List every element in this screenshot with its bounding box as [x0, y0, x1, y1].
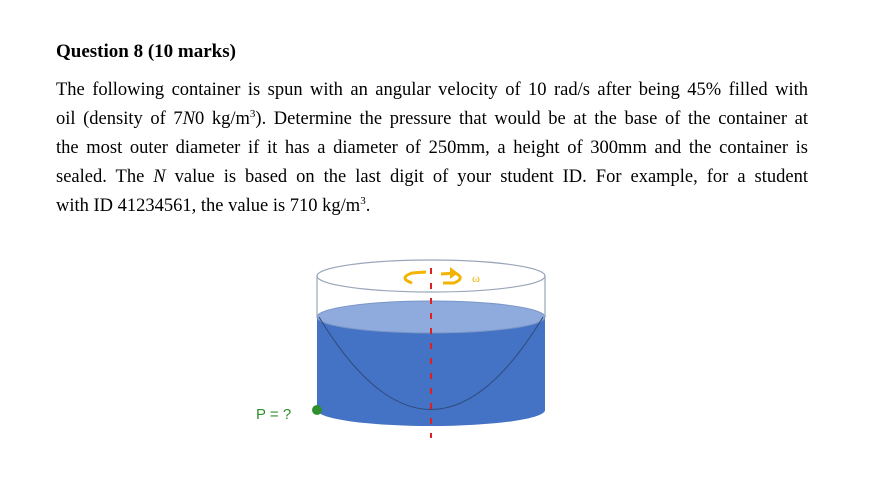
pressure-label: P = ?	[256, 406, 292, 423]
question-line-5: with ID 41234561, the value is 710 $kg/m^3$.	[56, 195, 371, 216]
question-line-3: the most outer diameter if it has a diameter of 250mm, a height of 300mm and the container is	[56, 138, 808, 158]
pressure-point-marker	[312, 405, 322, 415]
question-body	[56, 76, 808, 221]
rotating-container-diagram	[240, 250, 570, 460]
question-line-1: The following container is spun with an angular velocity of 10 rad/s after being 45% filled with	[56, 80, 808, 100]
rotation-arrow-icon	[405, 267, 460, 283]
question-title: Question 8 (10 marks)	[56, 41, 236, 62]
question-line-2: oil (density of 7N0 $kg/m^3$). Determine the pressure that would be at the base of the container at	[56, 108, 809, 129]
question-line-4: sealed. The N value is based on the last digit of your student ID. For example, for a student	[56, 167, 808, 187]
omega-label: ω	[472, 271, 480, 285]
